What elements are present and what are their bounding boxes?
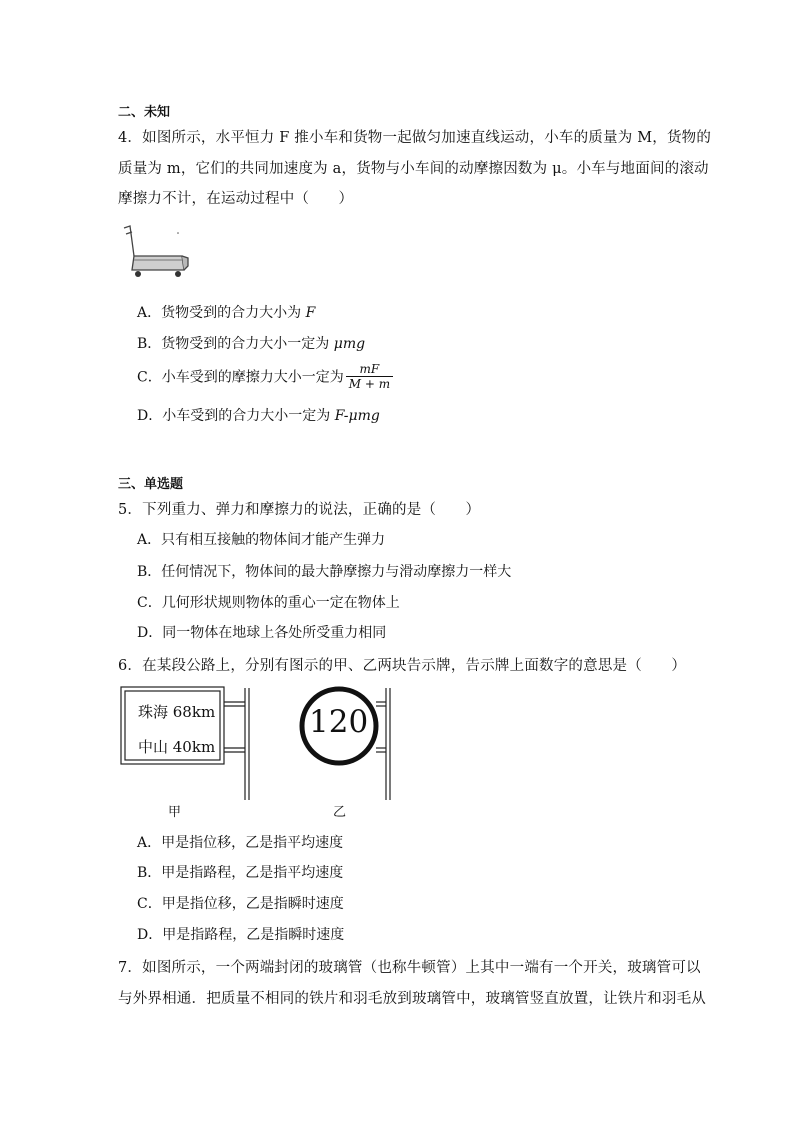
cart-figure (116, 222, 192, 282)
q5-option-d[interactable]: D．同一物体在地球上各处所受重力相同 (137, 625, 387, 641)
sign-jia-line-1: 珠海 68km (138, 703, 216, 721)
q5-stem: 5．下列重力、弹力和摩擦力的说法，正确的是（ ） (118, 502, 481, 518)
q5-option-c[interactable]: C．几何形状规则物体的重心一定在物体上 (137, 595, 400, 611)
q4-option-d-var: F-μmg (334, 408, 380, 424)
sign-yi-speed-number: 120 (309, 704, 369, 740)
q5-option-a[interactable]: A．只有相互接触的物体间才能产生弹力 (137, 532, 386, 548)
q7-stem-line-2: 与外界相通．把质量不相同的铁片和羽毛放到玻璃管中，玻璃管竖直放置，让铁片和羽毛从 (118, 991, 706, 1007)
q5-option-b[interactable]: B．任何情况下，物体间的最大静摩擦力与滑动摩擦力一样大 (137, 564, 512, 580)
sign-yi-caption: 乙 (333, 805, 347, 820)
q6-stem: 6．在某段公路上，分别有图示的甲、乙两块告示牌，告示牌上面数字的意思是（ ） (118, 658, 687, 674)
q6-option-a[interactable]: A．甲是指位移，乙是指平均速度 (137, 835, 344, 851)
q4-option-b-text: B．货物受到的合力大小一定为 (137, 336, 334, 352)
q4-option-a[interactable] (137, 302, 315, 322)
section-heading-single-choice: 三、单选题 (118, 477, 184, 492)
q4-stem-line-1: 4．如图所示，水平恒力 F 推小车和货物一起做匀加速直线运动，小车的质量为 M，货物的 (118, 130, 712, 146)
q4-option-c-fraction (346, 362, 393, 391)
q4-option-a-var: F (305, 305, 316, 321)
q7-stem-line-1: 7．如图所示，一个两端封闭的玻璃管（也称牛顿管）上其中一端有一个开关，玻璃管可以 (118, 960, 701, 976)
q4-option-c[interactable] (137, 362, 393, 391)
q6-option-b[interactable]: B．甲是指路程，乙是指平均速度 (137, 865, 344, 881)
fraction-denominator: M + m (348, 377, 391, 391)
sign-jia-line-2: 中山 40km (138, 738, 216, 756)
q6-option-d[interactable]: D．甲是指路程，乙是指瞬时速度 (137, 927, 345, 943)
q4-stem-line-2: 质量为 m，它们的共同加速度为 a，货物与小车间的动摩擦因数为 μ。小车与地面间的滚动 (118, 161, 709, 177)
q4-option-d-text: D．小车受到的合力大小一定为 (137, 408, 335, 424)
q4-option-a-text: A．货物受到的合力大小为 (137, 305, 306, 321)
q4-option-d[interactable] (137, 405, 380, 425)
q4-option-c-text: C．小车受到的摩擦力大小一定为 (137, 369, 344, 386)
q4-stem-line-3: 摩擦力不计，在运动过程中（ ） (118, 191, 354, 207)
section-heading-unknown: 二、未知 (118, 105, 171, 120)
fraction-numerator: mF (346, 362, 393, 377)
q4-option-b-var: μmg (333, 336, 366, 352)
sign-jia-caption: 甲 (168, 805, 182, 820)
q6-option-c[interactable]: C．甲是指位移，乙是指瞬时速度 (137, 896, 344, 912)
q4-option-b[interactable] (137, 333, 365, 353)
